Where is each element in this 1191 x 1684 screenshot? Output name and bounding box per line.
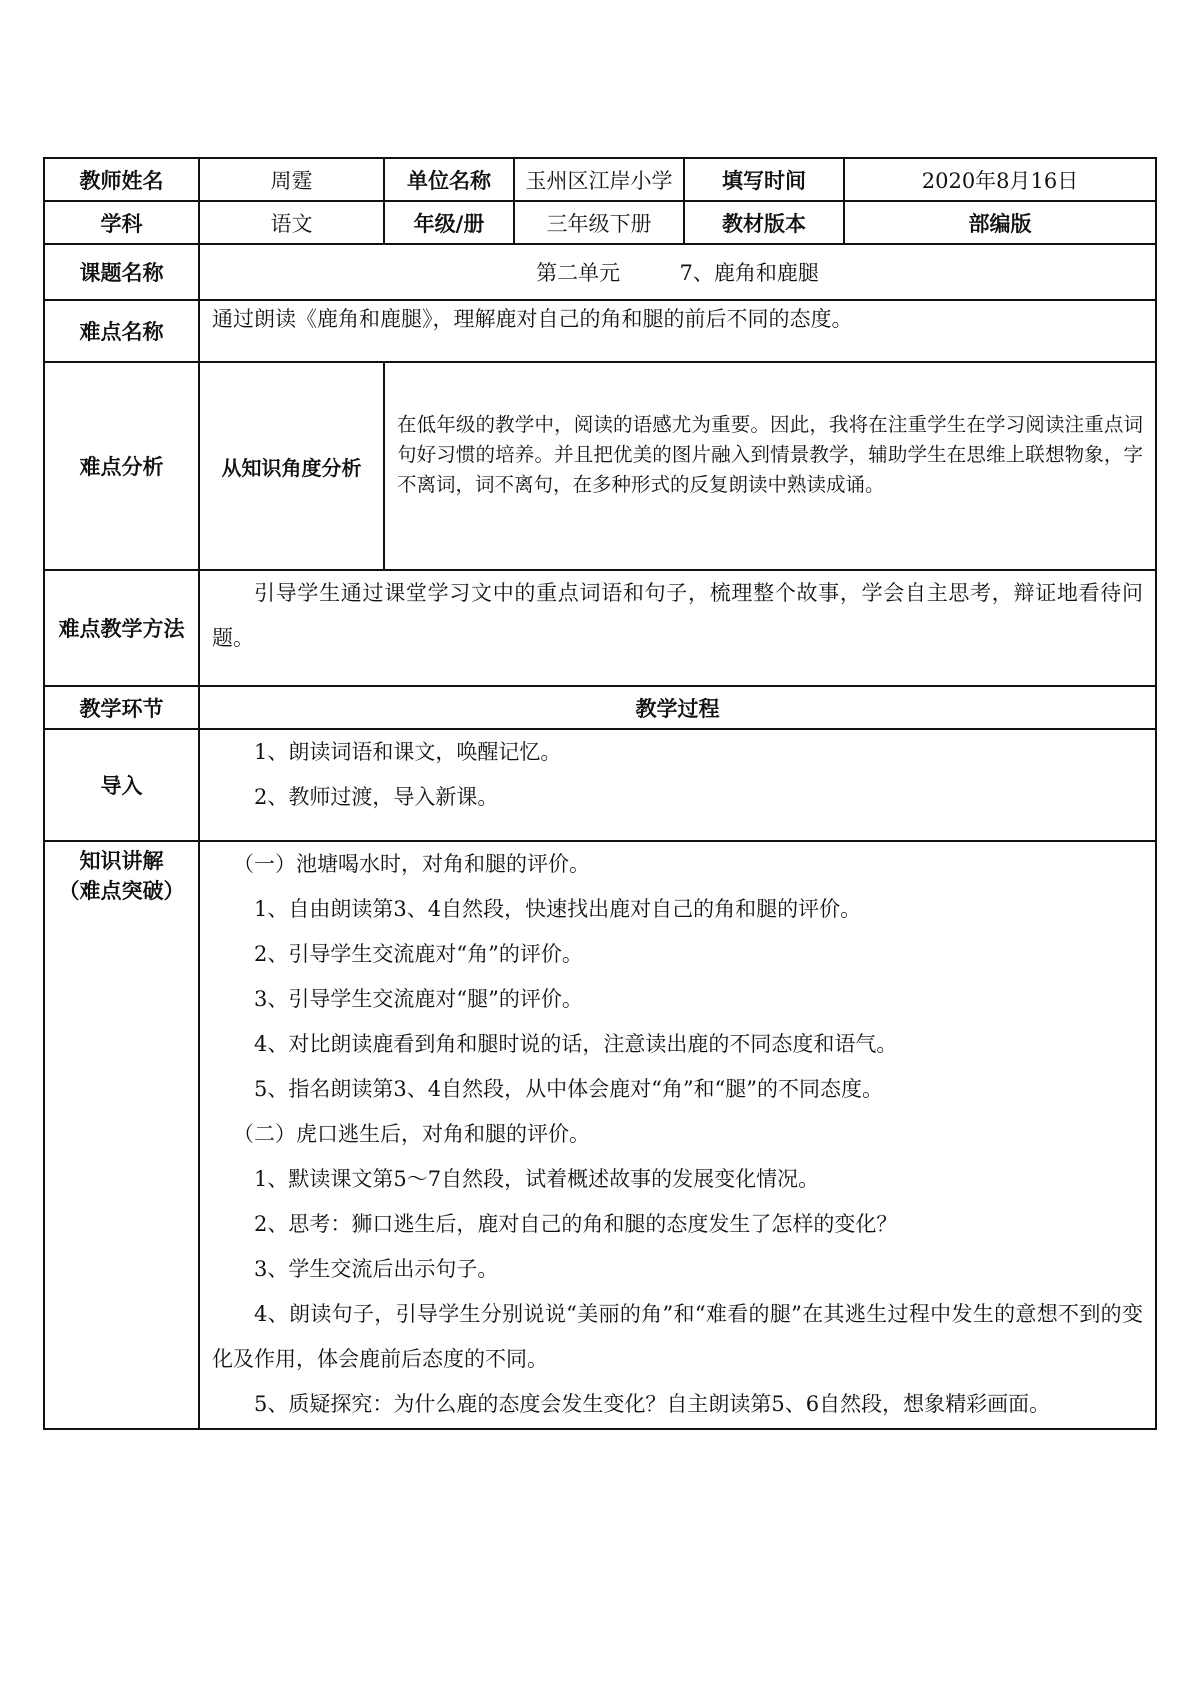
difficulty-row (44, 300, 1156, 362)
difficulty-cell (199, 300, 1156, 362)
stage-header: 教学环节 (44, 686, 199, 729)
topic-label: 课题名称 (44, 244, 199, 300)
method-row (44, 570, 1156, 686)
knowledge-item: 1、默读课文第5～7自然段，试着概述故事的发展变化情况。 (254, 1167, 820, 1191)
analysis-label: 难点分析 (44, 362, 199, 570)
teacher-name: 周霆 (199, 158, 384, 201)
analysis-row (44, 362, 1156, 570)
process-header-row (44, 686, 1156, 729)
header-row-2 (44, 201, 1156, 244)
knowledge-item: 4、对比朗读鹿看到角和腿时说的话，注意读出鹿的不同态度和语气。 (254, 1032, 898, 1056)
topic-row (44, 244, 1156, 300)
knowledge-item: 1、自由朗读第3、4自然段，快速找出鹿对自己的角和腿的评价。 (254, 897, 862, 921)
knowledge-item: 2、思考：狮口逃生后，鹿对自己的角和腿的态度发生了怎样的变化？ (254, 1212, 898, 1236)
knowledge-section-heading: （二）虎口逃生后，对角和腿的评价。 (233, 1122, 590, 1146)
topic-value (199, 244, 1156, 300)
unit-name: 玉州区江岸小学 (514, 158, 684, 201)
knowledge-section-heading: （一）池塘喝水时，对角和腿的评价。 (233, 852, 590, 876)
intro-item: 1、朗读词语和课文，唤醒记忆。 (254, 740, 562, 764)
method-cell (199, 570, 1156, 686)
analysis-text: 在低年级的教学中，阅读的语感尤为重要。因此，我将在注重学生在学习阅读注重点词句好习惯的培养。并且把优美的图片融入到情景教学，辅助学生在思维上联想物象，字不离词，词不离句，在多种形式的反复朗读中熟读成诵。 (397, 413, 1143, 496)
intro-row (44, 729, 1156, 841)
grade-value: 三年级下册 (514, 201, 684, 244)
intro-item: 2、教师过渡，导入新课。 (254, 785, 499, 809)
fill-date: 2020年8月16日 (844, 158, 1156, 201)
knowledge-label (44, 841, 199, 1429)
topic-lesson: 7、鹿角和鹿腿 (679, 261, 819, 285)
unit-label: 单位名称 (384, 158, 514, 201)
method-text: 引导学生通过课堂学习文中的重点词语和句子，梳理整个故事，学会自主思考，辩证地看待问题。 (212, 581, 1143, 650)
date-label: 填写时间 (684, 158, 844, 201)
knowledge-item: 2、引导学生交流鹿对“角”的评价。 (254, 942, 583, 966)
knowledge-item: 5、质疑探究：为什么鹿的态度会发生变化？自主朗读第5、6自然段，想象精彩画面。 (254, 1392, 1051, 1416)
process-header: 教学过程 (199, 686, 1156, 729)
knowledge-cell (199, 841, 1156, 1429)
knowledge-label-line2: （难点突破） (58, 879, 185, 903)
knowledge-item: 3、学生交流后出示句子。 (254, 1257, 499, 1281)
intro-label: 导入 (44, 729, 199, 841)
knowledge-item: 4、朗读句子，引导学生分别说说“美丽的角”和“难看的腿”在其逃生过程中发生的意想不到的变化及作用，体会鹿前后态度的不同。 (212, 1302, 1143, 1371)
difficulty-label: 难点名称 (44, 300, 199, 362)
analysis-cell (384, 362, 1156, 570)
subject-value: 语文 (199, 201, 384, 244)
analysis-sub-label: 从知识角度分析 (199, 362, 384, 570)
method-label: 难点教学方法 (44, 570, 199, 686)
difficulty-text: 通过朗读《鹿角和鹿腿》，理解鹿对自己的角和腿的前后不同的态度。 (212, 307, 853, 331)
intro-list (200, 730, 1155, 820)
knowledge-row (44, 841, 1156, 1429)
lesson-plan-table (43, 157, 1157, 1430)
knowledge-item: 3、引导学生交流鹿对“腿”的评价。 (254, 987, 583, 1011)
intro-cell (199, 729, 1156, 841)
knowledge-label-line1: 知识讲解 (79, 849, 164, 873)
edition-label: 教材版本 (684, 201, 844, 244)
edition-value: 部编版 (844, 201, 1156, 244)
knowledge-item: 5、指名朗读第3、4自然段，从中体会鹿对“角”和“腿”的不同态度。 (254, 1077, 884, 1101)
topic-unit: 第二单元 (536, 261, 621, 285)
lesson-plan-sheet (43, 157, 1155, 1430)
knowledge-list (200, 842, 1155, 1427)
subject-label: 学科 (44, 201, 199, 244)
teacher-label: 教师姓名 (44, 158, 199, 201)
header-row-1 (44, 158, 1156, 201)
grade-label: 年级/册 (384, 201, 514, 244)
